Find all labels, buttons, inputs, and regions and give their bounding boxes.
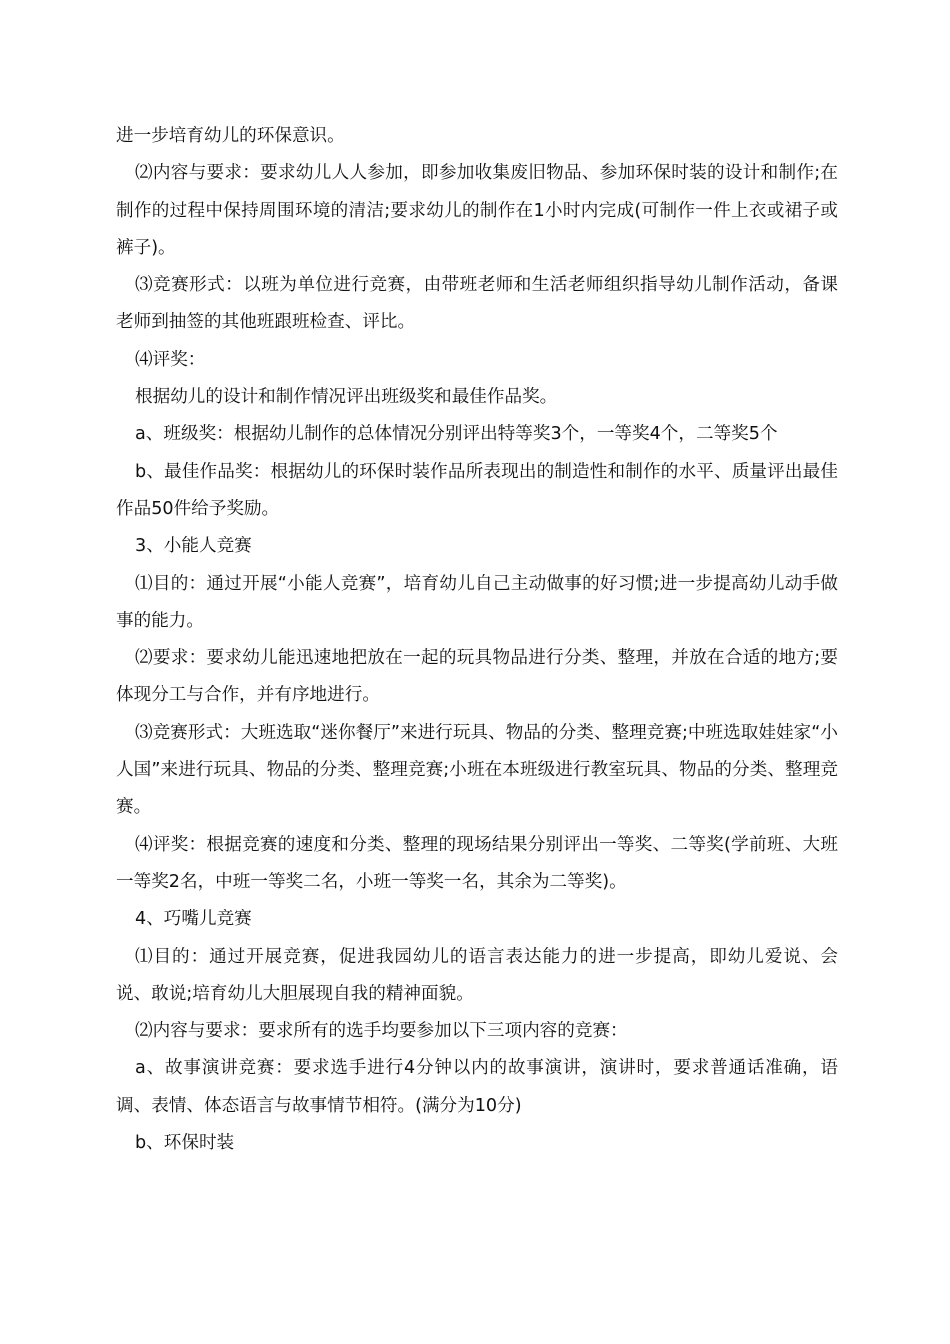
- paragraph: ⑵要求：要求幼儿能迅速地把放在一起的玩具物品进行分类、整理，并放在合适的地方;要体现分工与合作，并有序地进行。: [116, 648, 838, 706]
- paragraph: ⑶竞赛形式：大班选取“迷你餐厅”来进行玩具、物品的分类、整理竞赛;中班选取娃娃家“小人国”来进行玩具、物品的分类、整理竞赛;小班在本班级进行教室玩具、物品的分类、整理竞赛。: [116, 722, 838, 818]
- section-heading: 4、巧嘴儿竞赛: [135, 909, 252, 930]
- document-body: [116, 118, 838, 1162]
- paragraph: a、班级奖：根据幼儿制作的总体情况分别评出特等奖3个，一等奖4个，二等奖5个: [135, 424, 778, 445]
- paragraph: b、最佳作品奖：根据幼儿的环保时装作品所表现出的制造性和制作的水平、质量评出最佳作品50件给予奖励。: [116, 461, 838, 519]
- paragraph: b、环保时装: [135, 1133, 235, 1154]
- paragraph: ⑷评奖：: [135, 349, 206, 370]
- paragraph: ⑶竞赛形式：以班为单位进行竞赛，由带班老师和生活老师组织指导幼儿制作活动，备课老师到抽签的其他班跟班检查、评比。: [116, 275, 838, 333]
- paragraph: a、故事演讲竞赛：要求选手进行4分钟以内的故事演讲，演讲时，要求普通话准确，语调、表情、体态语言与故事情节相符。(满分为10分): [116, 1058, 838, 1116]
- paragraph: 根据幼儿的设计和制作情况评出班级奖和最佳作品奖。: [135, 387, 558, 408]
- paragraph: ⑴目的：通过开展竞赛，促进我园幼儿的语言表达能力的进一步提高，即幼儿爱说、会说、敢说;培育幼儿大胆展现自我的精神面貌。: [116, 946, 838, 1004]
- paragraph: ⑵内容与要求：要求所有的选手均要参加以下三项内容的竞赛：: [135, 1021, 628, 1042]
- paragraph: ⑷评奖：根据竞赛的速度和分类、整理的现场结果分别评出一等奖、二等奖(学前班、大班一等奖2名，中班一等奖二名，小班一等奖一名，其余为二等奖)。: [116, 834, 838, 892]
- paragraph: 进一步培育幼儿的环保意识。: [116, 126, 345, 146]
- section-heading: 3、小能人竞赛: [135, 536, 252, 557]
- paragraph: ⑵内容与要求：要求幼儿人人参加，即参加收集废旧物品、参加环保时装的设计和制作;在制作的过程中保持周围环境的清洁;要求幼儿的制作在1小时内完成(可制作一件上衣或裙子或裤子)。: [116, 163, 838, 258]
- paragraph: ⑴目的：通过开展“小能人竞赛”，培育幼儿自己主动做事的好习惯;进一步提高幼儿动手做事的能力。: [116, 573, 838, 631]
